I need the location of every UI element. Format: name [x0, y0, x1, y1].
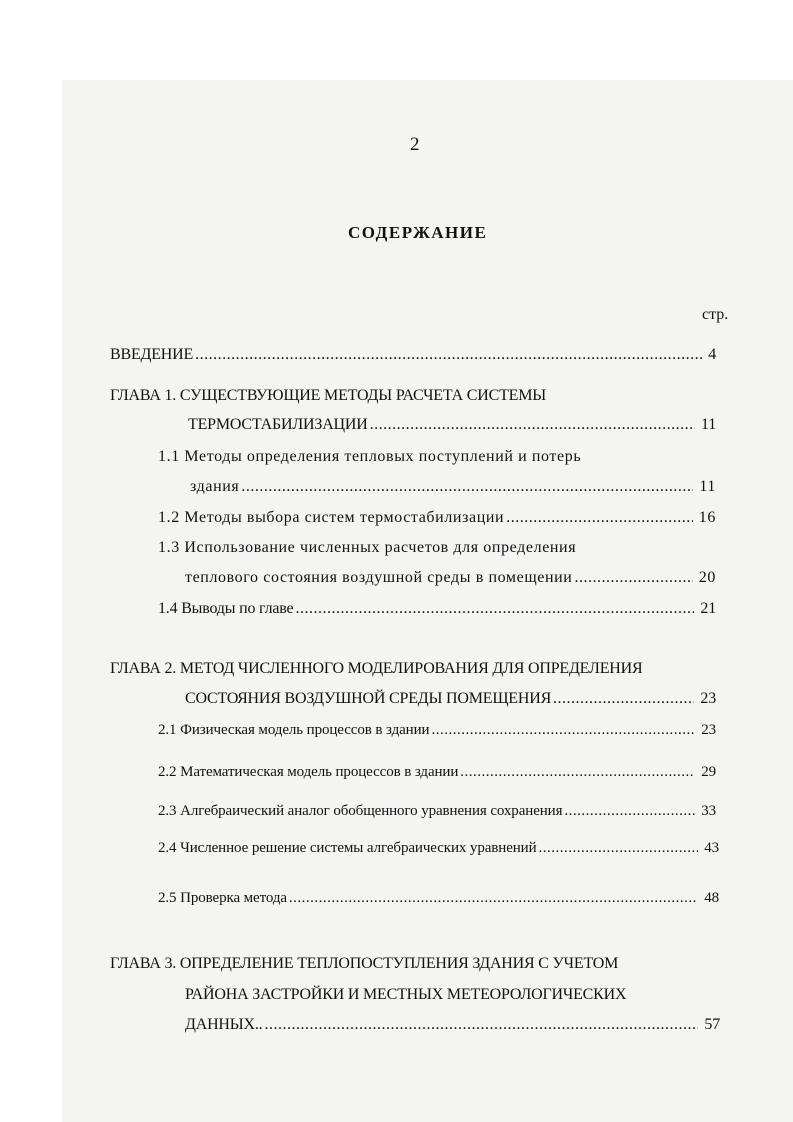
toc-entry-label: здания — [190, 478, 240, 495]
toc-entry-section-1-3 — [185, 569, 716, 587]
dot-leader — [574, 569, 692, 587]
dot-leader — [564, 803, 695, 820]
toc-entry-label: 2.1 Физическая модель процессов в здании — [158, 722, 430, 738]
page-column-label: стр. — [702, 306, 729, 323]
toc-entry-page: 33 — [701, 803, 716, 819]
toc-entry-page: 4 — [708, 346, 716, 363]
chapter-3-heading: ГЛАВА 3. ОПРЕДЕЛЕНИЕ ТЕПЛОПОСТУПЛЕНИЯ ЗДАНИЯ С УЧЕТОМ — [110, 955, 619, 972]
toc-entry-label: СОСТОЯНИЯ ВОЗДУШНОЙ СРЕДЫ ПОМЕЩЕНИЯ — [185, 690, 552, 707]
toc-entry-section-2-4 — [158, 840, 719, 857]
section-1-3-heading: 1.3 Использование численных расчетов для определения — [158, 539, 577, 556]
toc-entry-section-2-5 — [158, 890, 719, 907]
dot-leader — [289, 890, 698, 907]
dot-leader — [506, 509, 693, 527]
chapter-1-heading: ГЛАВА 1. СУЩЕСТВУЮЩИЕ МЕТОДЫ РАСЧЕТА СИСТЕМЫ — [110, 387, 547, 404]
page-number: 2 — [410, 134, 420, 155]
toc-entry-page: 23 — [700, 690, 716, 707]
dot-leader — [241, 478, 693, 496]
scan-margin-left — [0, 0, 62, 1122]
dot-leader — [265, 1016, 699, 1034]
toc-entry-label: 2.2 Математическая модель процессов в здании — [158, 764, 459, 780]
toc-entry-page: 11 — [699, 478, 716, 495]
toc-entry-page: 21 — [700, 600, 716, 617]
dot-leader — [370, 416, 695, 434]
toc-entry-section-1-2 — [158, 509, 716, 527]
toc-entry-page: 43 — [704, 840, 719, 856]
toc-entry-page: 48 — [704, 890, 719, 906]
toc-entry-chapter-3 — [185, 1016, 720, 1034]
toc-entry-label: 2.5 Проверка метода — [158, 890, 287, 906]
toc-entry-label: 1.4 Выводы по главе — [158, 600, 294, 617]
toc-entry-label: ВВЕДЕНИЕ — [110, 346, 194, 363]
toc-entry-label: теплового состояния воздушной среды в помещении — [185, 569, 573, 586]
toc-entry-intro — [110, 346, 716, 364]
dot-leader — [431, 722, 695, 739]
toc-entry-label: ТЕРМОСТАБИЛИЗАЦИИ — [188, 416, 368, 433]
toc-entry-label: 1.2 Методы выбора систем термостабилизации — [158, 509, 505, 526]
toc-entry-page: 23 — [701, 722, 716, 738]
dot-leader — [539, 840, 699, 857]
dot-leader — [460, 764, 695, 781]
toc-entry-page: 16 — [698, 509, 716, 526]
toc-entry-chapter-2 — [185, 690, 716, 708]
toc-entry-chapter-1 — [188, 416, 716, 434]
toc-entry-label: 2.3 Алгебраический аналог обобщенного уравнения сохранения — [158, 803, 563, 819]
toc-entry-section-1-1 — [190, 478, 716, 496]
dot-leader — [195, 346, 702, 364]
toc-entry-section-2-2 — [158, 764, 716, 781]
dot-leader — [553, 690, 694, 708]
scan-margin-top — [0, 0, 793, 80]
toc-entry-section-2-3 — [158, 803, 716, 820]
chapter-2-heading: ГЛАВА 2. МЕТОД ЧИСЛЕННОГО МОДЕЛИРОВАНИЯ ДЛЯ ОПРЕДЕЛЕНИЯ — [110, 660, 643, 677]
chapter-3-heading-cont: РАЙОНА ЗАСТРОЙКИ И МЕСТНЫХ МЕТЕОРОЛОГИЧЕСКИХ — [185, 986, 627, 1003]
page-title: СОДЕРЖАНИЕ — [348, 223, 488, 242]
toc-entry-page: 20 — [698, 569, 716, 586]
toc-entry-page: 11 — [700, 416, 716, 433]
toc-entry-section-1-4 — [158, 600, 716, 618]
toc-entry-page: 29 — [701, 764, 716, 780]
toc-entry-label: ДАННЫХ.. — [185, 1016, 263, 1033]
toc-entry-label: 2.4 Численное решение системы алгебраических уравнений — [158, 840, 537, 856]
section-1-1-heading: 1.1 Методы определения тепловых поступлений и потерь — [158, 448, 582, 465]
toc-entry-section-2-1 — [158, 722, 716, 739]
dot-leader — [295, 600, 694, 618]
toc-entry-page: 57 — [704, 1016, 720, 1033]
